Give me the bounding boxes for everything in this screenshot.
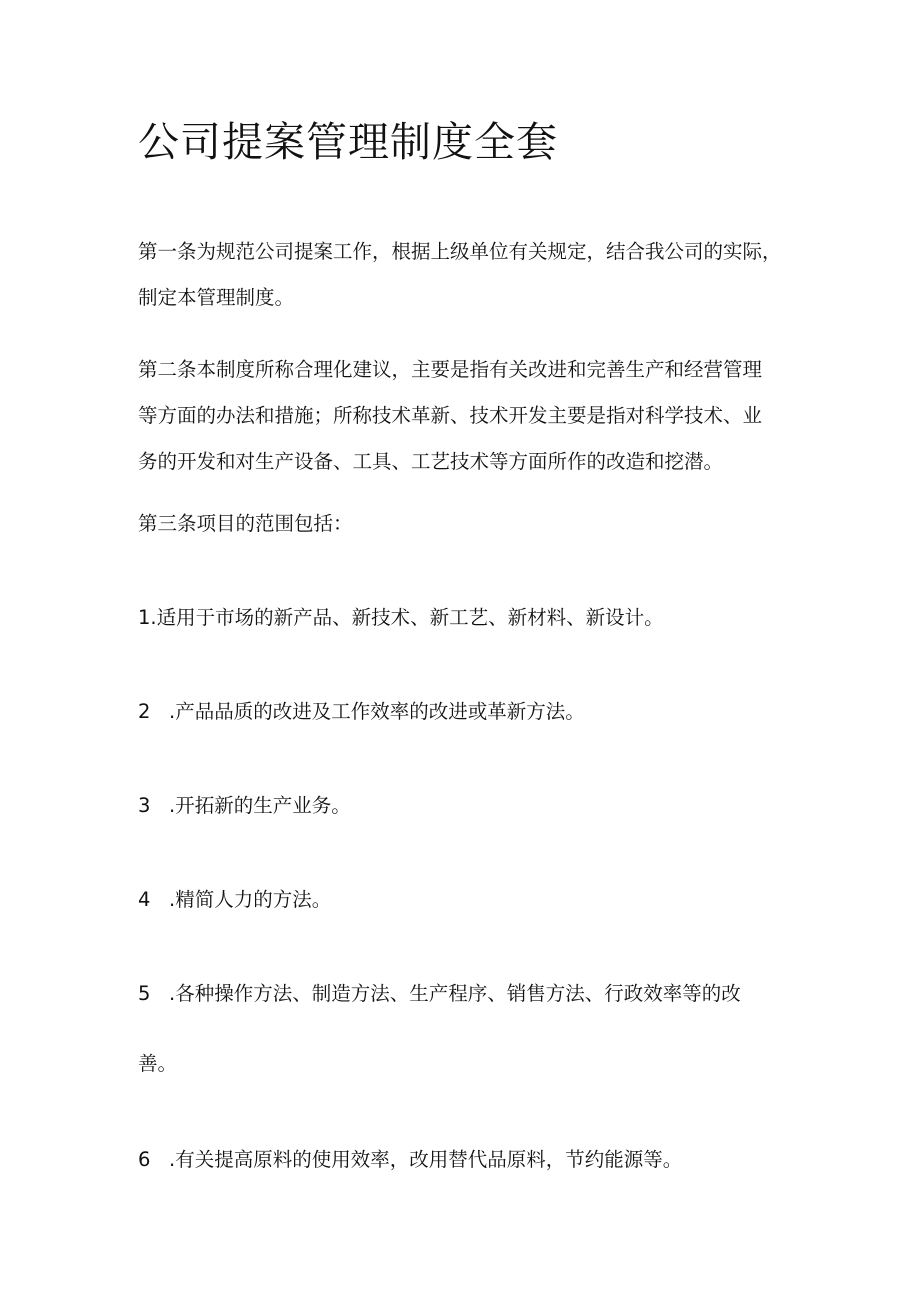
list-item [138,606,664,630]
list-item-line-1 [138,982,741,1006]
list-item-number: 3 [138,794,151,817]
article-3-line-1: 第三条项目的范围包括： [138,512,353,535]
document-title: 公司提案管理制度全套 [138,118,558,166]
article-1-line-1: 第一条为规范公司提案工作，根据上级单位有关规定，结合我公司的实际， [138,240,782,263]
list-item [138,888,331,912]
list-item [138,982,741,1076]
list-item-number: 2 [138,700,151,723]
list-item-text: .适用于市场的新产品、新技术、新工艺、新材料、新设计。 [150,606,664,629]
list-item-text: .有关提高原料的使用效率，改用替代品原料，节约能源等。 [169,1148,683,1171]
article-3 [138,512,353,536]
article-1-line-2: 制定本管理制度。 [138,286,295,309]
article-2-line-1: 第二条本制度所称合理化建议，主要是指有关改进和完善生产和经营管理 [138,358,763,381]
list-item-number: 1 [138,606,151,629]
list-item-continuation: 善。 [138,1052,178,1075]
article-2 [138,358,762,474]
list-item-number: 6 [138,1148,151,1171]
list-item-number: 5 [138,982,151,1005]
list-item [138,794,351,818]
list-item-number: 4 [138,888,151,911]
list-item-text: .产品品质的改进及工作效率的改进或革新方法。 [169,700,585,723]
list-item-text: .精简人力的方法。 [169,888,332,911]
list-item-text: .开拓新的生产业务。 [169,794,351,817]
list-item [138,1148,682,1172]
list-item-text: .各种操作方法、制造方法、生产程序、销售方法、行政效率等的改 [169,982,741,1005]
article-2-line-3: 务的开发和对生产设备、工具、工艺技术等方面所作的改造和挖潜。 [138,450,724,473]
article-1 [138,240,782,310]
article-2-line-2: 等方面的办法和措施；所称技术革新、技术开发主要是指对科学技术、业 [138,404,763,427]
list-item [138,700,585,724]
